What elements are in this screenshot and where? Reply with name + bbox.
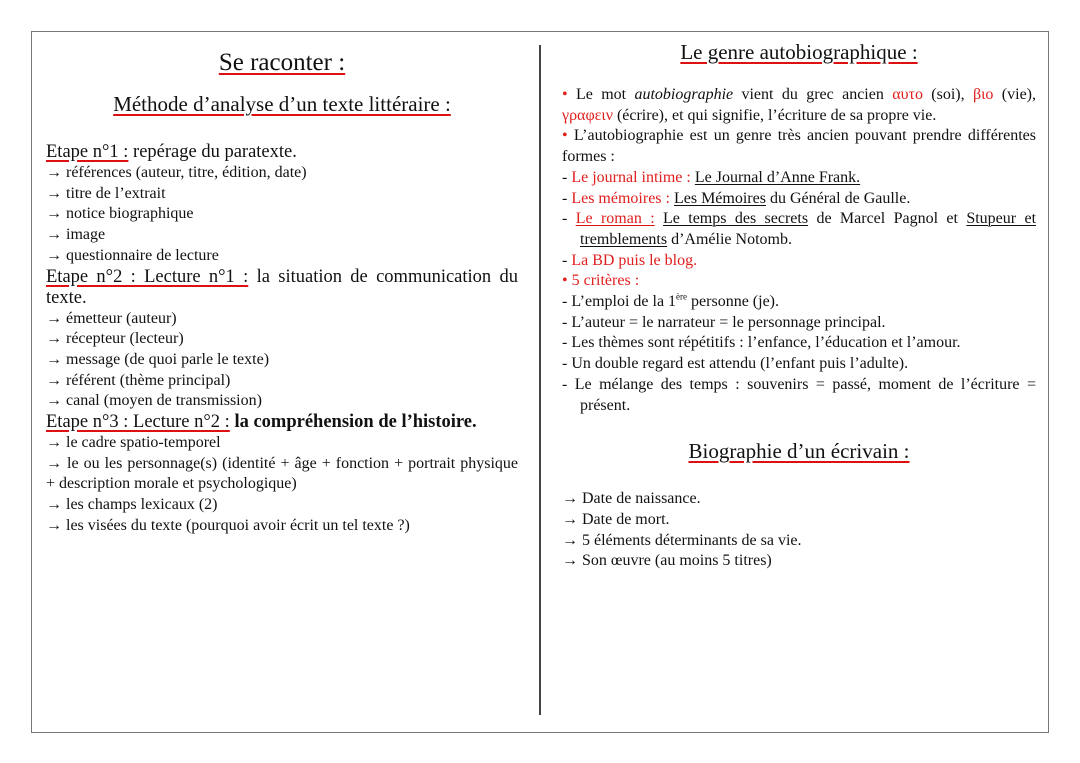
left-column — [46, 40, 518, 537]
bullet-icon: • — [562, 127, 568, 145]
step-3 — [46, 412, 518, 537]
list-item: → 5 éléments déterminants de sa vie. — [562, 531, 802, 549]
bullet-icon: • — [562, 86, 568, 103]
right-title: Le genre autobiographique : — [680, 40, 918, 64]
list-item: - Le mélange des temps : souvenirs = passé, moment de l’écriture = présent. — [562, 375, 1036, 414]
right-column — [562, 40, 1036, 572]
list-item: → image — [46, 226, 106, 244]
list-item: → canal (moyen de transmission) — [46, 392, 262, 410]
column-divider — [539, 45, 541, 715]
list-item: → les visées du texte (pourquoi avoir écrit un tel texte ?) — [46, 516, 410, 534]
list-item: - Le roman : Le temps des secrets de Marcel Pagnol et Stupeur et tremblements d’Amélie Notomb. — [562, 210, 1037, 248]
list-item: → questionnaire de lecture — [46, 246, 219, 264]
step-2 — [46, 267, 518, 413]
list-item: - L’emploi de la 1ère personne (je). — [562, 291, 780, 311]
list-item: - Le journal intime : Le Journal d’Anne Frank. — [562, 168, 861, 186]
list-item: → Date de mort. — [562, 510, 670, 528]
list-item: → le ou les personnage(s) (identité + âge + fonction + portrait physique + description morale et psychologique) — [46, 454, 518, 493]
list-item: → les champs lexicaux (2) — [46, 496, 218, 514]
step-heading: Etape n°2 : Lecture n°1 : la situation de communication du texte. — [46, 266, 518, 308]
step-1 — [46, 142, 518, 267]
list-item: → message (de quoi parle le texte) — [46, 350, 270, 368]
bullet-etymology: • Le mot autobiographie vient du grec ancien αυτο (soi), βιο (vie), γραφειν (écrire), et qui signifie, l’écriture de sa propre vie. — [562, 86, 1036, 124]
list-item: → émetteur (auteur) — [46, 309, 177, 327]
list-item: → le cadre spatio-temporel — [46, 434, 221, 452]
list-item: - La BD puis le blog. — [562, 251, 698, 269]
list-item: → titre de l’extrait — [46, 184, 166, 202]
list-item: - L’auteur = le narrateur = le personnage principal. — [562, 313, 886, 331]
list-item: → Date de naissance. — [562, 490, 701, 508]
left-title: Se raconter : — [218, 49, 346, 76]
list-item: - Les mémoires : Les Mémoires du Général de Gaulle. — [562, 189, 911, 207]
list-item: → récepteur (lecteur) — [46, 330, 184, 348]
list-item: → notice biographique — [46, 205, 194, 223]
list-item: → référent (thème principal) — [46, 371, 231, 389]
step-heading: Etape n°1 : repérage du paratexte. — [46, 142, 297, 162]
list-item: - Les thèmes sont répétitifs : l’enfance, l’éducation et l’amour. — [562, 334, 961, 352]
bullet-icon: • — [562, 272, 568, 290]
step-heading: Etape n°3 : Lecture n°2 : la compréhension de l’histoire. — [46, 412, 477, 433]
bio-title: Biographie d’un écrivain : — [688, 439, 910, 464]
list-item: → Son œuvre (au moins 5 titres) — [562, 552, 772, 570]
list-item: → références (auteur, titre, édition, date) — [46, 164, 307, 181]
list-item: - Un double regard est attendu (l’enfant puis l’adulte). — [562, 355, 909, 373]
bullet-forms-intro: • L’autobiographie est un genre très ancien pouvant prendre différentes formes : — [562, 127, 1036, 166]
criteria-heading: • 5 critères : — [562, 272, 640, 290]
left-subtitle: Méthode d’analyse d’un texte littéraire : — [113, 92, 451, 116]
